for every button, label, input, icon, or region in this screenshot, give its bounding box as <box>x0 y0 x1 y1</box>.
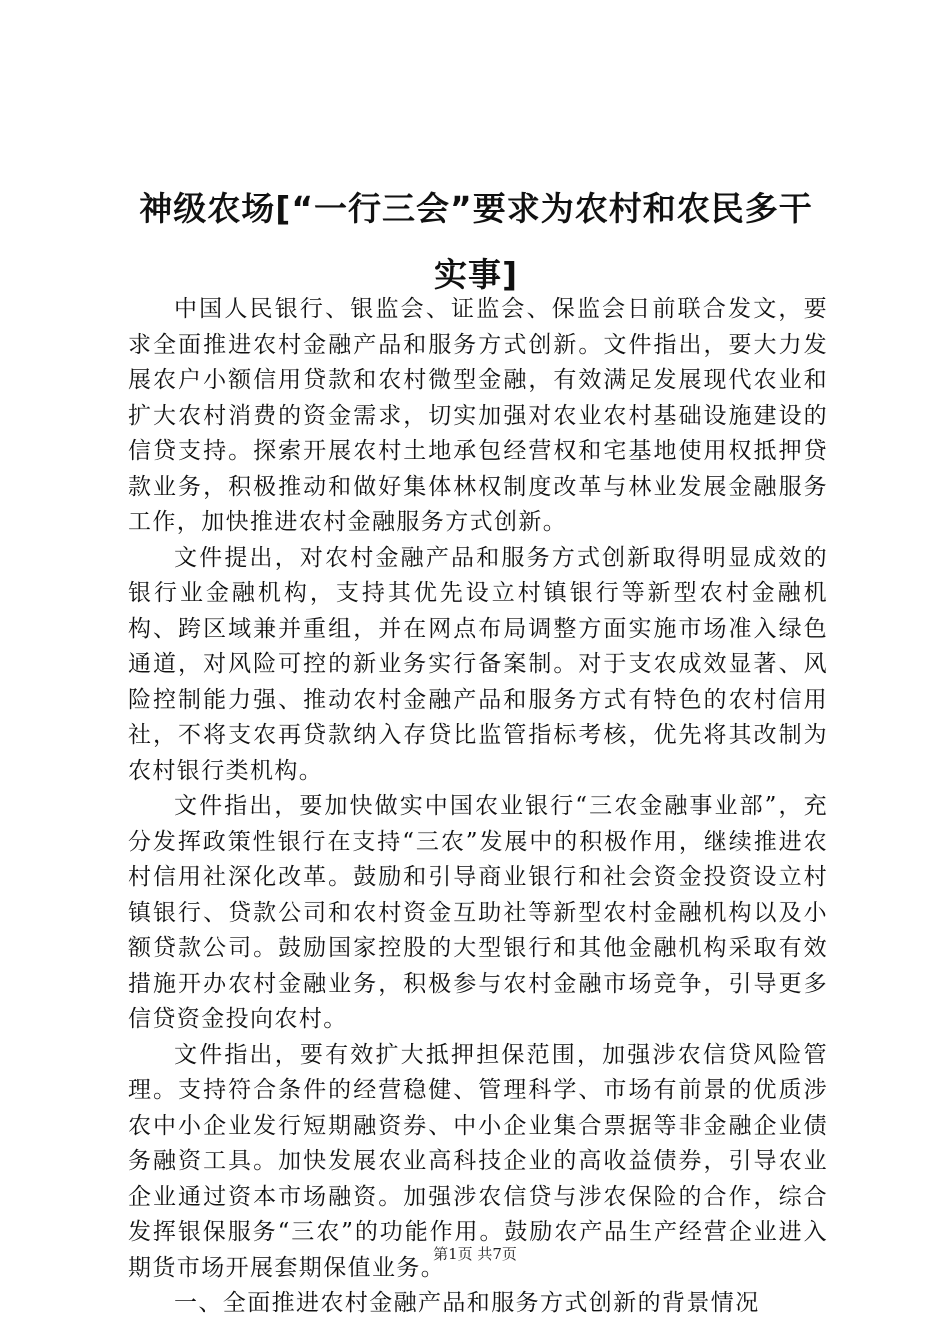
paragraph-3: 文件指出，要加快做实中国农业银行“三农金融事业部”，充分发挥政策性银行在支持“三农”发展中的积极作用，继续推进农村信用社深化改革。鼓励和引导商业银行和社会资金投资设立村镇银行、贷款公司和农村资金互助社等新型农村金融机构以及小额贷款公司。鼓励国家控股的大型银行和其他金融机构采取有效措施开办农村金融业务，积极参与农村金融市场竞争，引导更多信贷资金投向农村。 <box>128 793 828 1032</box>
page-footer: 第1页 共7页 <box>433 1245 517 1263</box>
document-body <box>128 292 828 1322</box>
paragraph-2: 文件提出，对农村金融产品和服务方式创新取得明显成效的银行业金融机构，支持其优先设立村镇银行等新型农村金融机构、跨区域兼并重组，并在网点布局调整方面实施市场准入绿色通道，对风险可控的新业务实行备案制。对于支农成效显著、风险控制能力强、推动农村金融产品和服务方式有特色的农村信用社，不将支农再贷款纳入存贷比监管指标考核，优先将其改制为农村银行类机构。 <box>128 544 828 784</box>
paragraph-1: 中国人民银行、银监会、证监会、保监会日前联合发文，要求全面推进农村金融产品和服务方式创新。文件指出，要大力发展农户小额信用贷款和农村微型金融，有效满足发展现代农业和扩大农村消费的资金需求，切实加强对农业农村基础设施建设的信贷支持。探索开展农村土地承包经营权和宅基地使用权抵押贷款业务，积极推动和做好集体林权制度改革与林业发展金融服务工作，加快推进农村金融服务方式创新。 <box>128 296 828 535</box>
section-heading: 一、全面推进农村金融产品和服务方式创新的背景情况 <box>174 1290 760 1316</box>
paragraph-4: 文件指出，要有效扩大抵押担保范围，加强涉农信贷风险管理。支持符合条件的经营稳健、管理科学、市场有前景的优质涉农中小企业发行短期融资券、中小企业集合票据等非金融企业债务融资工具。加快发展农业高科技企业的高收益债券，引导农业企业通过资本市场融资。加强涉农信贷与涉农保险的合作，综合发挥银保服务“三农”的功能作用。鼓励农产品生产经营企业进入期货市场开展套期保值业务。 <box>128 1041 828 1281</box>
document-title: 神级农场[“一行三会”要求为农村和农民多干实事] <box>139 189 813 294</box>
